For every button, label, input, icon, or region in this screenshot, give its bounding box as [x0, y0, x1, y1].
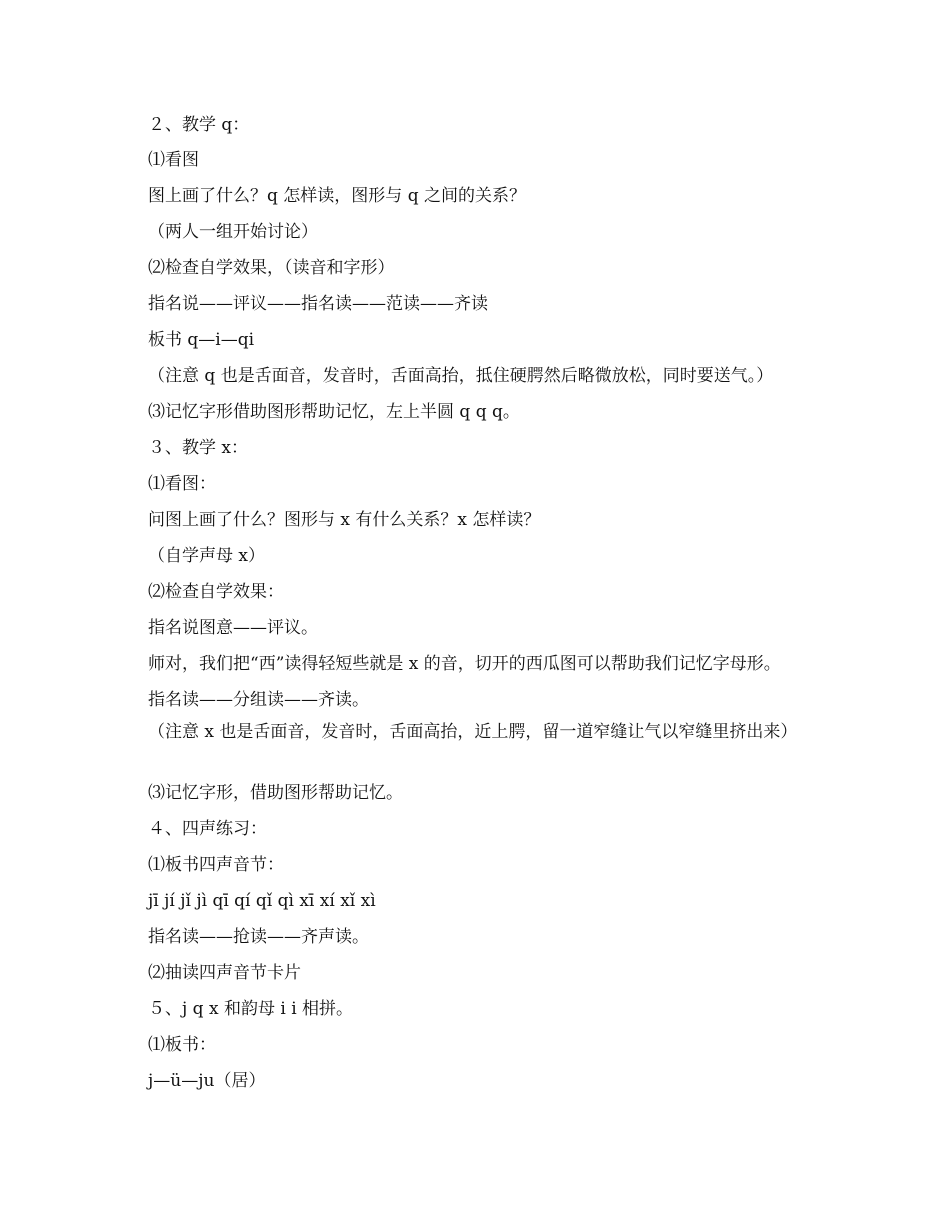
teacher-explanation: 师对，我们把“西”读得轻短些就是 x 的音，切开的西瓜图可以帮助我们记忆字母形。 [148, 654, 781, 674]
pronunciation-note: （注意 q 也是舌面音，发音时，舌面高抬，抵住硬腭然后略微放松，同时要送气。） [148, 366, 774, 386]
section-heading-combine: ５、j q x 和韵母 i i 相拼。 [148, 999, 354, 1019]
step-check-results-x: ⑵检查自学效果： [148, 582, 284, 602]
question-text-x: 问图上画了什么？图形与 x 有什么关系？x 怎样读？ [148, 510, 541, 530]
step-memorize-shape: ⑶记忆字形借助图形帮助记忆，左上半圆 q q q。 [148, 402, 520, 422]
syllable-list: jī jí jǐ jì qī qí qǐ qì xī xí xǐ xì [148, 891, 376, 911]
step-check-results: ⑵检查自学效果，（读音和字形） [148, 258, 395, 278]
reading-sequence-x: 指名读——分组读——齐读。 [148, 690, 369, 710]
section-heading-four-tones: ４、四声练习： [148, 819, 267, 839]
note-text: （两人一组开始讨论） [148, 222, 318, 242]
step-look-at-picture-x: ⑴看图： [148, 474, 216, 494]
reading-sequence-tones: 指名读——抢读——齐声读。 [148, 927, 369, 947]
step-board-writing: ⑴板书： [148, 1035, 216, 1055]
explain-picture: 指名说图意——评议。 [148, 618, 318, 638]
spelling-example: j—ü—ju（居） [148, 1071, 266, 1091]
step-board-syllables: ⑴板书四声音节： [148, 855, 284, 875]
step-flash-cards: ⑵抽读四声音节卡片 [148, 963, 301, 983]
step-memorize-shape-x: ⑶记忆字形，借助图形帮助记忆。 [148, 783, 403, 803]
note-self-study: （自学声母 x） [148, 546, 265, 566]
step-look-at-picture: ⑴看图 [148, 150, 199, 170]
reading-sequence: 指名说——评议——指名读——范读——齐读 [148, 294, 488, 314]
question-text: 图上画了什么？q 怎样读，图形与 q 之间的关系？ [148, 186, 526, 206]
section-heading-teach-q: ２、教学 q： [148, 115, 250, 135]
pronunciation-note-x: （注意 x 也是舌面音，发音时，舌面高抬，近上腭，留一道窄缝让气以窄缝里挤出来） [148, 722, 798, 742]
board-writing: 板书 q—i—qi [148, 330, 255, 350]
section-heading-teach-x: ３、教学 x： [148, 438, 248, 458]
